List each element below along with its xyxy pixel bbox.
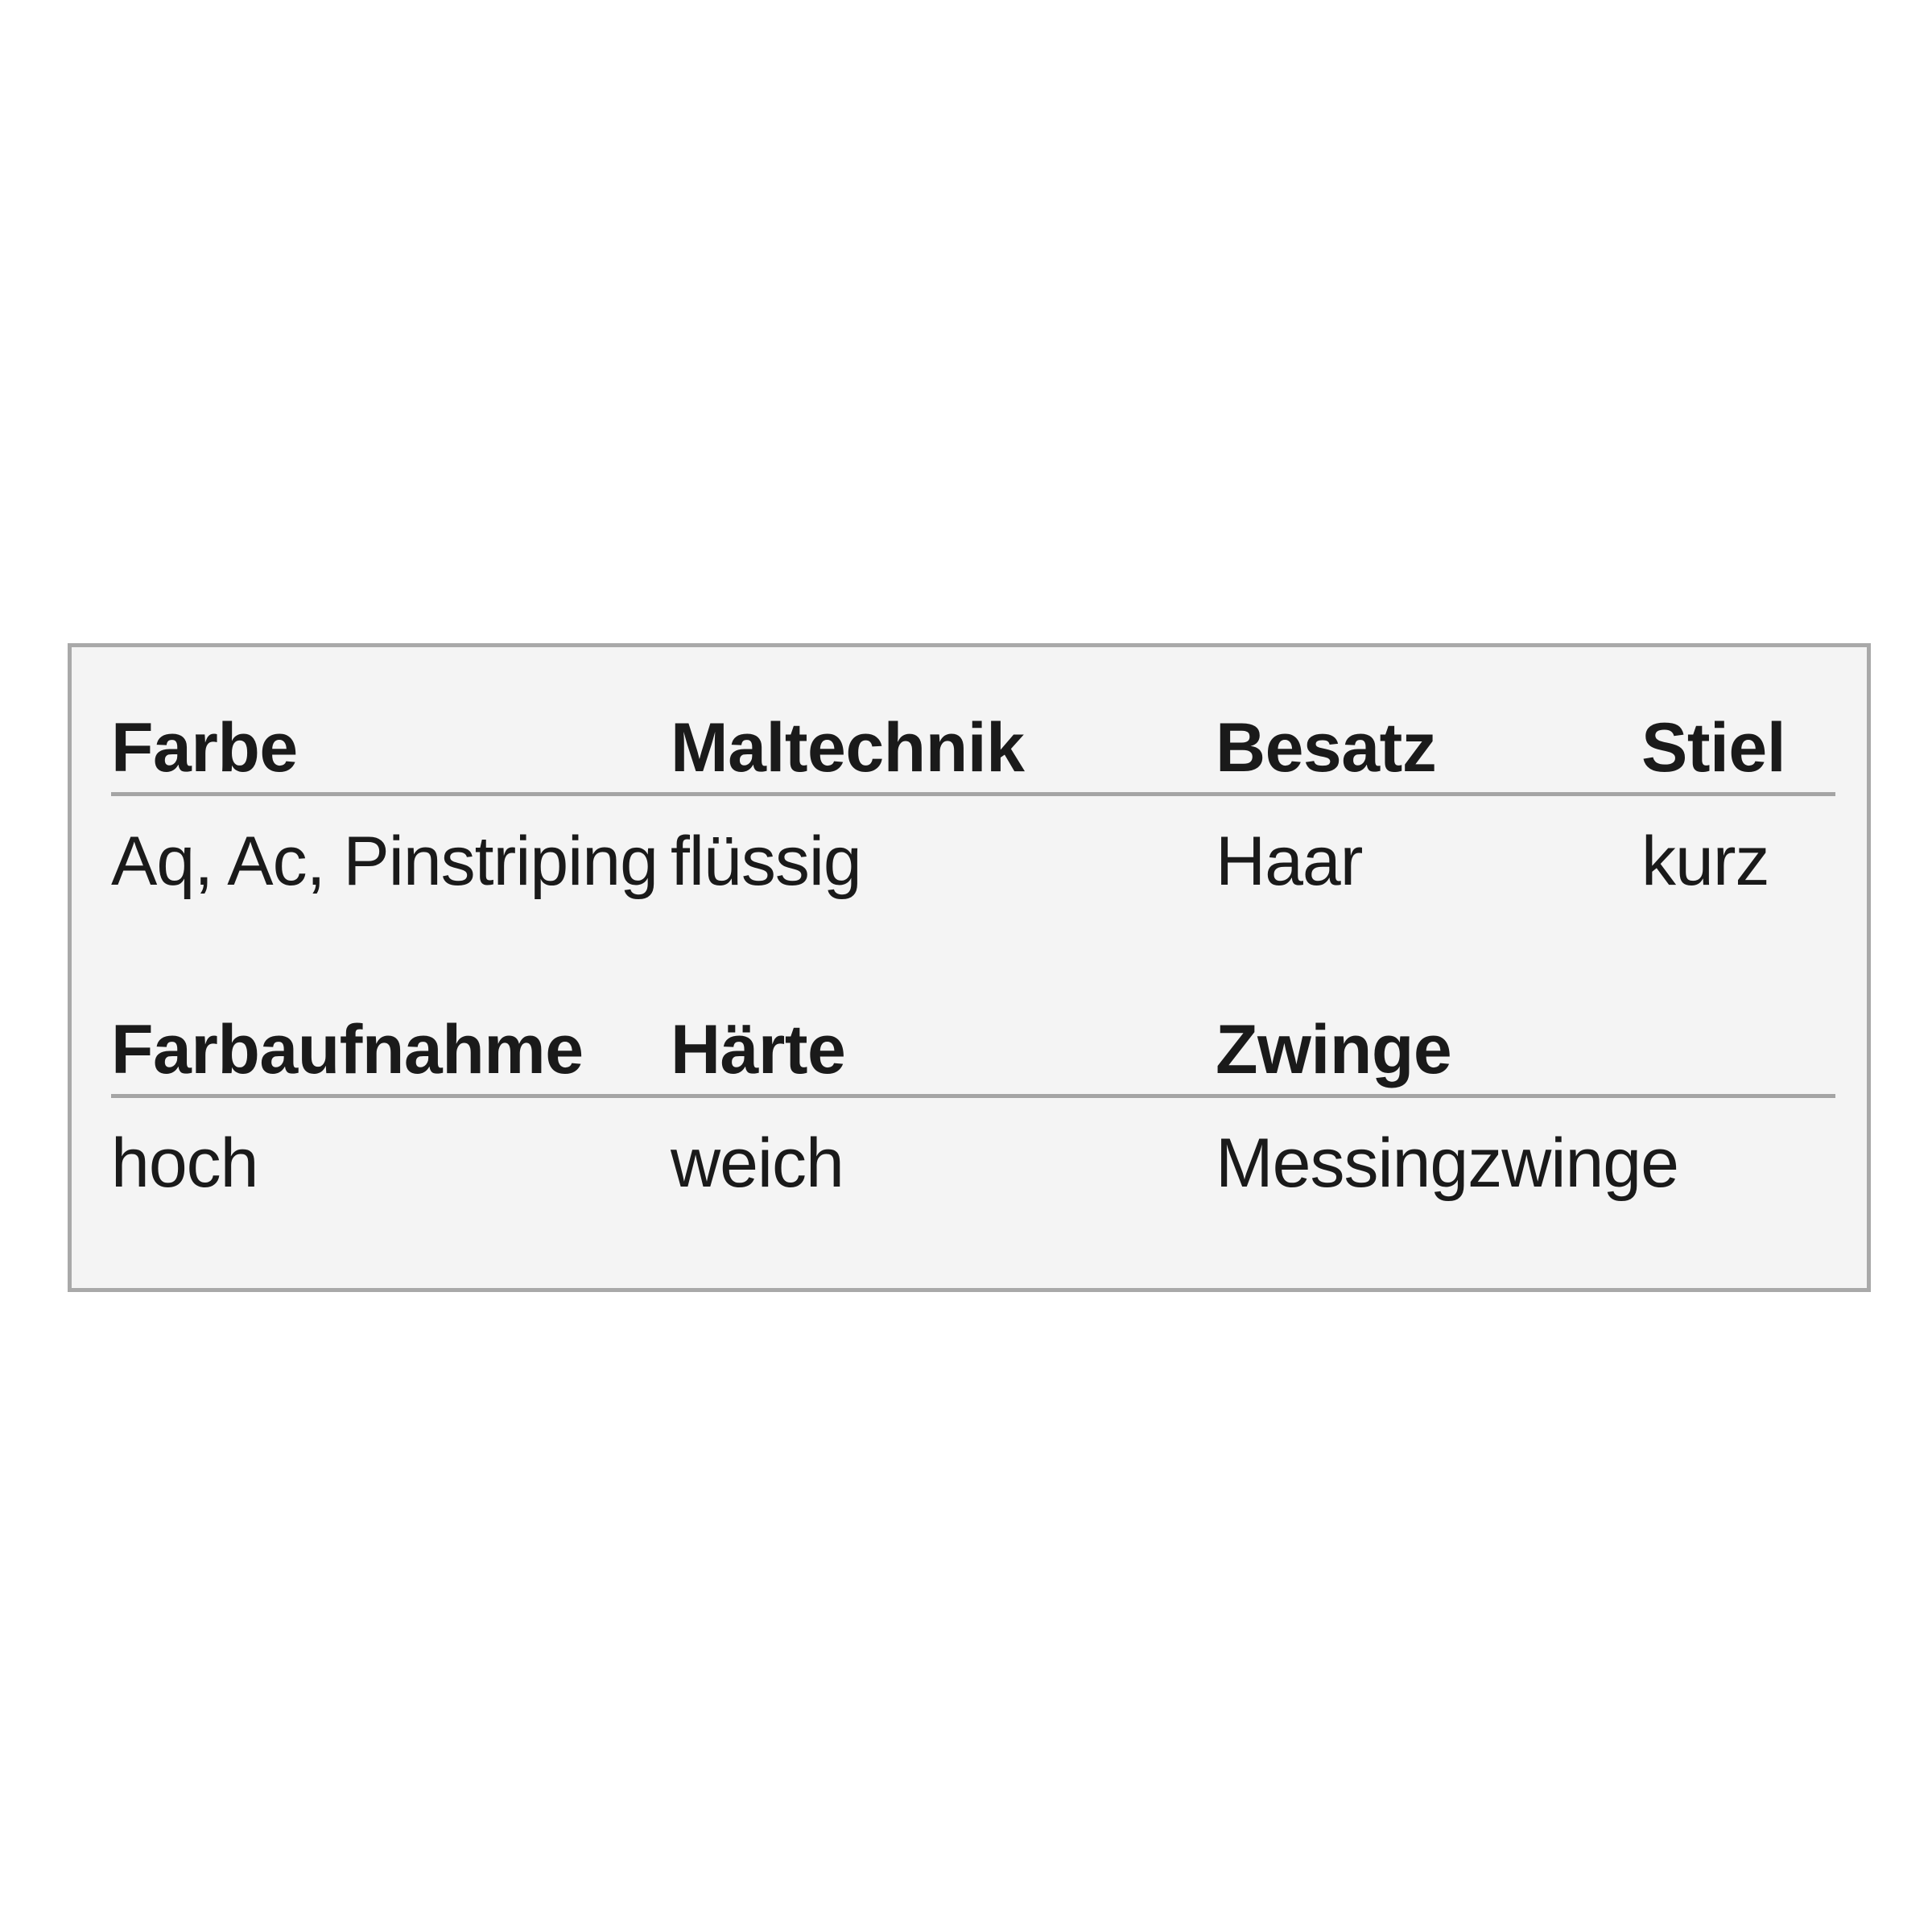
header-zwinge: Zwinge	[1216, 1011, 1452, 1088]
header-farbaufnahme: Farbaufnahme	[111, 1011, 584, 1088]
header-farbe: Farbe	[111, 709, 298, 786]
value-farbe: Aq, Ac, Pinstriping	[111, 823, 658, 900]
value-besatz: Haar	[1216, 823, 1363, 900]
value-maltechnik: flüssig	[671, 823, 861, 900]
spec-row-2	[111, 1004, 1835, 1202]
value-stiel: kurz	[1641, 823, 1769, 900]
value-line-2	[111, 1098, 1835, 1202]
header-maltechnik: Maltechnik	[671, 709, 1025, 786]
value-zwinge: Messingzwinge	[1216, 1125, 1678, 1202]
value-haerte: weich	[671, 1125, 844, 1202]
header-haerte: Härte	[671, 1011, 846, 1088]
header-stiel: Stiel	[1641, 709, 1786, 786]
header-line-1	[111, 702, 1835, 796]
spec-row-1	[111, 702, 1835, 900]
value-farbaufnahme: hoch	[111, 1125, 258, 1202]
value-line-1	[111, 796, 1835, 900]
spec-table	[68, 643, 1871, 1292]
header-besatz: Besatz	[1216, 709, 1437, 786]
header-line-2	[111, 1004, 1835, 1098]
